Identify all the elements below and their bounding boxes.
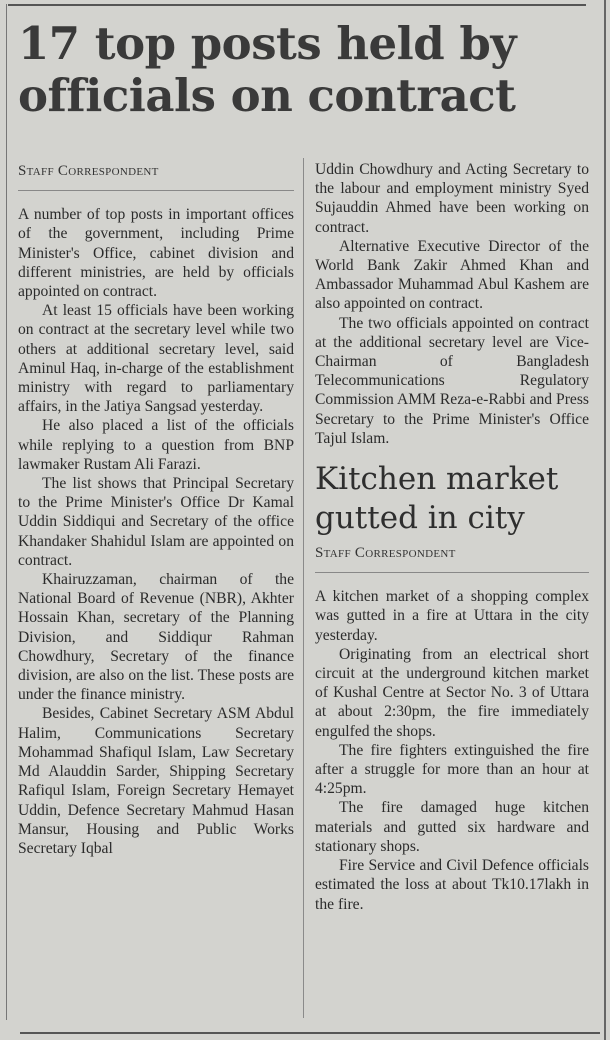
byline-spacer [315,573,589,587]
main-paragraph: He also placed a list of the officials while replying to a question from BNP lawmaker Rustam Ali Farazi. [18,417,294,473]
bottom-border-rule [20,1032,600,1034]
main-continued-paragraph: Alternative Executive Director of the World Bank Zakir Ahmed Khan and Ambassador Muhammad Abul Kashem are also appointed on contract. [315,237,589,313]
main-paragraph: Besides, Cabinet Secretary ASM Abdul Halim, Communications Secretary Mohammad Shafiqul Islam, Law Secretary Md Alauddin Sarder, Shipping Secretary Rafiqul Islam, Foreign Secretary Hemayet Uddin, Defence Secretary Mahmud Hasan Mansur, Housing and Public Works Secretary Iqbal [18,705,294,857]
second-paragraph: Originating from an electrical short circuit at the underground kitchen market of Kushal Centre at Sector No. 3 of Uttara at about 2:30pm, the fire immediately engulfed the shops. [315,645,589,740]
byline-spacer [18,191,294,205]
left-column [18,160,294,858]
column-divider [303,158,304,1018]
main-paragraph: At least 15 officials have been working on contract at the secretary level while two others at additional secretary level, said Aminul Haq, in-charge of the establishment ministry with regard to parliamentary affairs, in the Jatiya Sangsad yesterday. [18,302,294,416]
second-byline: Staff Correspondent [315,544,589,573]
second-paragraph: The fire fighters extinguished the fire after a struggle for more than an hour at 4:25pm. [315,741,589,798]
main-continued-paragraph: The two officials appointed on contract at the additional secretary level are Vice-Chairman of Bangladesh Telecommunications Regulatory Commission AMM Reza-e-Rabbi and Press Secretary to the Prime Minister's Office Tajul Islam. [315,314,589,447]
second-headline: Kitchen market gutted in city [315,461,559,537]
main-paragraph: Khairuzzaman, chairman of the National Board of Revenue (NBR), Akhter Hossain Khan, secretary of the Planning Division, and Siddiqur Rahman Chowdhury, Secretary of the finance division, are also on the list. These posts are under the finance ministry. [18,571,294,704]
right-column [315,160,589,914]
main-paragraph: A number of top posts in important offices of the government, including Prime Minister's Office, cabinet division and different ministries, are held by officials appointed on contract. [18,206,294,301]
main-continued-paragraph: Uddin Chowdhury and Acting Secretary to the labour and employment ministry Syed Sujauddin Ahmed have been working on contract. [315,161,589,236]
left-border-rule [6,4,7,1020]
second-paragraph: Fire Service and Civil Defence officials estimated the loss at about Tk10.17lakh in the fire. [315,857,589,913]
second-paragraph: The fire damaged huge kitchen materials and gutted six hardware and stationary shops. [315,799,589,855]
second-paragraph: A kitchen market of a shopping complex was gutted in a fire at Uttara in the city yesterday. [315,588,589,644]
main-paragraph: The list shows that Principal Secretary to the Prime Minister's Office Dr Kamal Uddin Siddiqui and Secretary of the office Khandaker Shahidul Islam are appointed on contract. [18,475,294,569]
main-byline: Staff Correspondent [18,162,294,191]
top-border-rule [8,4,586,6]
main-headline: 17 top posts held by officials on contract [18,17,517,122]
right-border-rule [604,0,606,1040]
